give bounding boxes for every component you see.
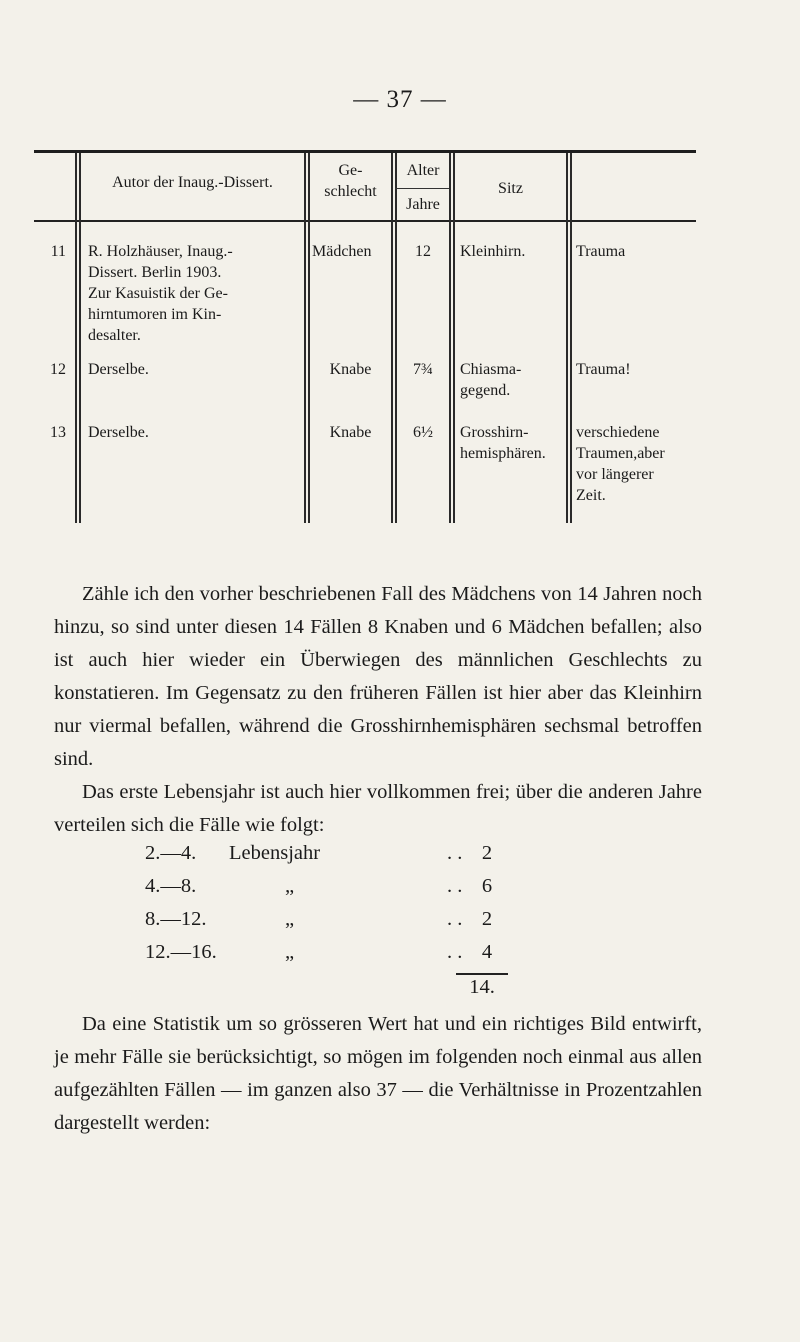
row-alter: 12 [415, 243, 431, 260]
case-table [34, 150, 696, 526]
stat-count: 4 [481, 941, 493, 963]
header-autor: Autor der Inaug.-Dissert. [112, 174, 273, 191]
header-geschlecht: Ge- schlecht [324, 162, 377, 200]
row-sitz: Grosshirn- hemisphären. [460, 424, 546, 462]
row-sitz: Kleinhirn. [460, 243, 526, 260]
stat-row [145, 842, 525, 875]
stat-dots: . . [447, 875, 463, 897]
paragraph-3: Da eine Statistik um so grösseren Wert hat und ein richtiges Bild entwirft, je mehr Fälle sie berücksichtigt, so mögen im folgenden noch einmal aus allen aufgezählten Fällen — im ganzen also 37 — die Verhältnisse in Prozentzahlen dargestellt werden: [54, 1013, 702, 1134]
stat-label: „ [285, 875, 295, 897]
column-divider [566, 153, 568, 523]
stat-count: 6 [481, 875, 493, 897]
row-geschlecht: Mädchen [312, 243, 372, 260]
header-jahre: Jahre [406, 196, 440, 213]
column-divider [391, 153, 393, 523]
stat-count: 2 [481, 908, 493, 930]
paragraph-2: Das erste Lebensjahr ist auch hier vollkommen frei; über die anderen Jahre verteilen sich die Fälle wie folgt: [54, 781, 702, 836]
column-divider [570, 153, 572, 523]
header-sitz: Sitz [498, 180, 523, 197]
stat-label: „ [285, 941, 295, 963]
stat-label: Lebensjahr [229, 842, 321, 864]
row-geschlecht: Knabe [329, 361, 372, 378]
column-divider [75, 153, 77, 523]
stat-range: 12.—16. [145, 941, 217, 963]
row-geschlecht: Knabe [329, 424, 372, 441]
row-bemerkung: verschiedene Traumen,aber vor längerer Zeit. [576, 424, 665, 504]
stat-total: 14. [469, 976, 495, 998]
row-number: 13 [50, 424, 66, 441]
page-number: — 37 — [353, 86, 447, 113]
alter-subheader-rule [395, 188, 449, 189]
stat-dots: . . [447, 941, 463, 963]
row-autor: Derselbe. [88, 361, 149, 378]
age-statistics [145, 842, 525, 998]
row-alter: 6½ [413, 424, 433, 441]
stat-row [145, 875, 525, 908]
stat-count: 2 [481, 842, 493, 864]
row-number: 11 [50, 243, 66, 260]
row-bemerkung: Trauma [576, 243, 626, 260]
column-divider [449, 153, 451, 523]
table-top-rule [34, 150, 696, 153]
table-header-rule [34, 220, 696, 222]
column-divider [79, 153, 81, 523]
stat-range: 4.—8. [145, 875, 197, 897]
stat-row [145, 908, 525, 941]
stat-range: 8.—12. [145, 908, 207, 930]
column-divider [453, 153, 455, 523]
row-autor: R. Holzhäuser, Inaug.- Dissert. Berlin 1903. Zur Kasuistik der Ge- hirntumoren im Kin- desalter. [88, 243, 233, 344]
stat-row [145, 941, 525, 974]
sum-rule [456, 973, 508, 975]
row-sitz: Chiasma- gegend. [460, 361, 522, 399]
stat-dots: . . [447, 842, 463, 864]
stat-label: „ [285, 908, 295, 930]
row-number: 12 [50, 361, 66, 378]
column-divider [308, 153, 310, 523]
stat-dots: . . [447, 908, 463, 930]
row-autor: Derselbe. [88, 424, 149, 441]
row-alter: 7¾ [413, 361, 433, 378]
header-alter: Alter [406, 162, 440, 179]
paragraph-1: Zähle ich den vorher beschriebenen Fall des Mädchens von 14 Jahren noch hinzu, so sind unter diesen 14 Fällen 8 Knaben und 6 Mädchen befallen; also ist auch hier wieder ein Überwiegen des männlichen Geschlechts zu konstatieren. Im Gegensatz zu den früheren Fällen ist hier aber das Kleinhirn nur viermal befallen, während die Grosshirnhemisphären sechsmal betroffen sind. [54, 583, 702, 770]
stat-range: 2.—4. [145, 842, 197, 864]
column-divider [304, 153, 306, 523]
row-bemerkung: Trauma! [576, 361, 631, 378]
